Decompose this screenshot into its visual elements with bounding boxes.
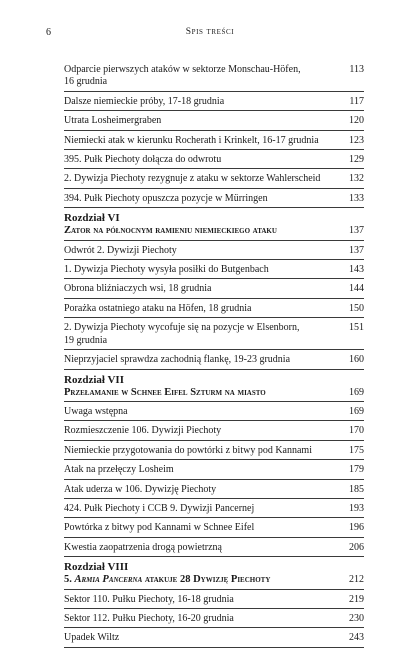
chapter-title-row [64, 225, 364, 240]
chapter-heading: Rozdział VI [64, 212, 120, 225]
toc-entry-page: 113 [349, 64, 364, 75]
toc-entry-page: 123 [349, 134, 364, 146]
toc-entry-page: 120 [349, 115, 364, 127]
toc-entry-title: Sektor 112. Pułku Piechoty, 16-20 grudnia [64, 612, 234, 624]
toc-entry-page: 150 [349, 302, 364, 314]
toc-entry [64, 542, 364, 557]
toc-entry-title: Atak uderza w 106. Dywizję Piechoty [64, 483, 217, 495]
toc-entry-page: 196 [349, 522, 364, 534]
chapter-title-row [64, 387, 364, 402]
toc-entry-page: 160 [349, 354, 364, 366]
table-of-contents [64, 64, 364, 652]
chapter-heading: Rozdział VII [64, 373, 124, 386]
toc-entry [64, 484, 364, 499]
toc-entry-title: 1. Dywizja Piechoty wysyła posiłki do Butgenbach [64, 264, 269, 276]
toc-entry-page: 144 [349, 283, 364, 295]
toc-entry [64, 283, 364, 298]
toc-entry [64, 64, 364, 92]
chapter-title-italic: Armia Pancerna [74, 574, 143, 586]
toc-entry [64, 193, 364, 208]
toc-entry-page: 230 [349, 612, 364, 624]
toc-entry-page: 117 [349, 95, 364, 107]
chapter-heading: Rozdział VIII [64, 561, 129, 574]
toc-entry [64, 154, 364, 169]
toc-entry-page: 137 [349, 244, 364, 256]
toc-entry [64, 613, 364, 628]
toc-entry-title: 424. Pułk Piechoty i CCB 9. Dywizji Pancernej [64, 502, 255, 514]
toc-entry-title: Obrona bliźniaczych wsi, 18 grudnia [64, 283, 212, 295]
toc-entry [64, 503, 364, 518]
chapter-title-page: 169 [349, 386, 364, 398]
toc-entry-page: 193 [349, 502, 364, 514]
toc-entry [64, 135, 364, 150]
toc-entry-title: Niemiecki atak w kierunku Rocherath i Krinkelt, 16-17 grudnia [64, 134, 319, 146]
toc-entry-title: Sektor 110. Pułku Piechoty, 16-18 grudnia [64, 593, 234, 605]
toc-entry-title: 395. Pułk Piechoty dołącza do odwrotu [64, 154, 222, 166]
chapter-title-page: 212 [349, 574, 364, 586]
toc-entry [64, 632, 364, 647]
toc-entry-title: Upadek Wiltz [64, 632, 120, 644]
toc-entry [64, 322, 364, 350]
toc-entry-title: Rozmieszczenie 106. Dywizji Piechoty [64, 425, 222, 437]
chapter-title-page: 137 [349, 225, 364, 237]
running-head: Spis treści [185, 27, 235, 37]
toc-entry-title: Niemieckie przygotowania do powtórki z bitwy pod Kannami [64, 444, 312, 456]
toc-entry-page: 179 [349, 464, 364, 476]
toc-entry-title: Porażka ostatniego ataku na Höfen, 18 grudnia [64, 302, 252, 314]
toc-entry-page: 151 [349, 322, 364, 334]
toc-entry-title: 2. Dywizja Piechoty rezygnuje z ataku w sektorze Wahlerscheid [64, 173, 321, 185]
toc-entry-title: Odparcie pierwszych ataków w sektorze Monschau-Höfen, 16 grudnia [64, 64, 301, 88]
page-header [0, 27, 420, 41]
toc-entry [64, 594, 364, 609]
toc-entry-page: 169 [349, 405, 364, 417]
toc-entry-page: 143 [349, 264, 364, 276]
toc-entry [64, 406, 364, 421]
toc-entry-page: 170 [349, 425, 364, 437]
toc-entry-page: 133 [349, 192, 364, 204]
toc-entry [64, 96, 364, 111]
toc-entry [64, 354, 364, 369]
chapter-title: Przełamanie w Schnee Eifel Szturm na miasto [64, 386, 266, 398]
chapter-title-row [64, 574, 364, 589]
toc-entry-title: Kwestia zaopatrzenia drogą powietrzną [64, 541, 222, 553]
toc-entry-title: Utrata Losheimergraben [64, 115, 162, 127]
toc-entry [64, 445, 364, 460]
toc-entry [64, 303, 364, 318]
toc-entry-title: Atak na przełęczy Losheim [64, 464, 174, 476]
toc-entry-page: 185 [349, 483, 364, 495]
toc-entry-title: 2. Dywizja Piechoty wycofuje się na pozycje w Elsenborn, 19 grudnia [64, 322, 300, 346]
toc-entry [64, 425, 364, 440]
toc-entry [64, 464, 364, 479]
toc-entry-title: Powtórka z bitwy pod Kannami w Schnee Eifel [64, 522, 255, 534]
toc-entry-title: 394. Pułk Piechoty opuszcza pozycje w Mürringen [64, 192, 268, 204]
toc-entry-title: Dalsze niemieckie próby, 17-18 grudnia [64, 95, 225, 107]
toc-entry [64, 264, 364, 279]
toc-entry [64, 522, 364, 537]
toc-entry-title: Odwrót 2. Dywizji Piechoty [64, 244, 177, 256]
toc-entry-title: Uwaga wstępna [64, 405, 128, 417]
page-number: 6 [46, 27, 51, 38]
toc-entry-page: 129 [349, 154, 364, 166]
toc-entry-page: 206 [349, 541, 364, 553]
toc-entry [64, 245, 364, 260]
toc-entry-page: 219 [349, 593, 364, 605]
chapter-title: 5. Armia Pancerna atakuje 28 Dywizję Piechoty [64, 574, 271, 586]
chapter-title: Zator na północnym ramieniu niemieckiego ataku [64, 225, 277, 237]
toc-entry-title: Nieprzyjaciel sprawdza zachodnią flankę, 19-23 grudnia [64, 354, 291, 366]
toc-entry-page: 243 [349, 632, 364, 644]
toc-entry [64, 173, 364, 188]
toc-entry-page: 175 [349, 444, 364, 456]
toc-entry [64, 115, 364, 130]
toc-entry-page: 132 [349, 173, 364, 185]
